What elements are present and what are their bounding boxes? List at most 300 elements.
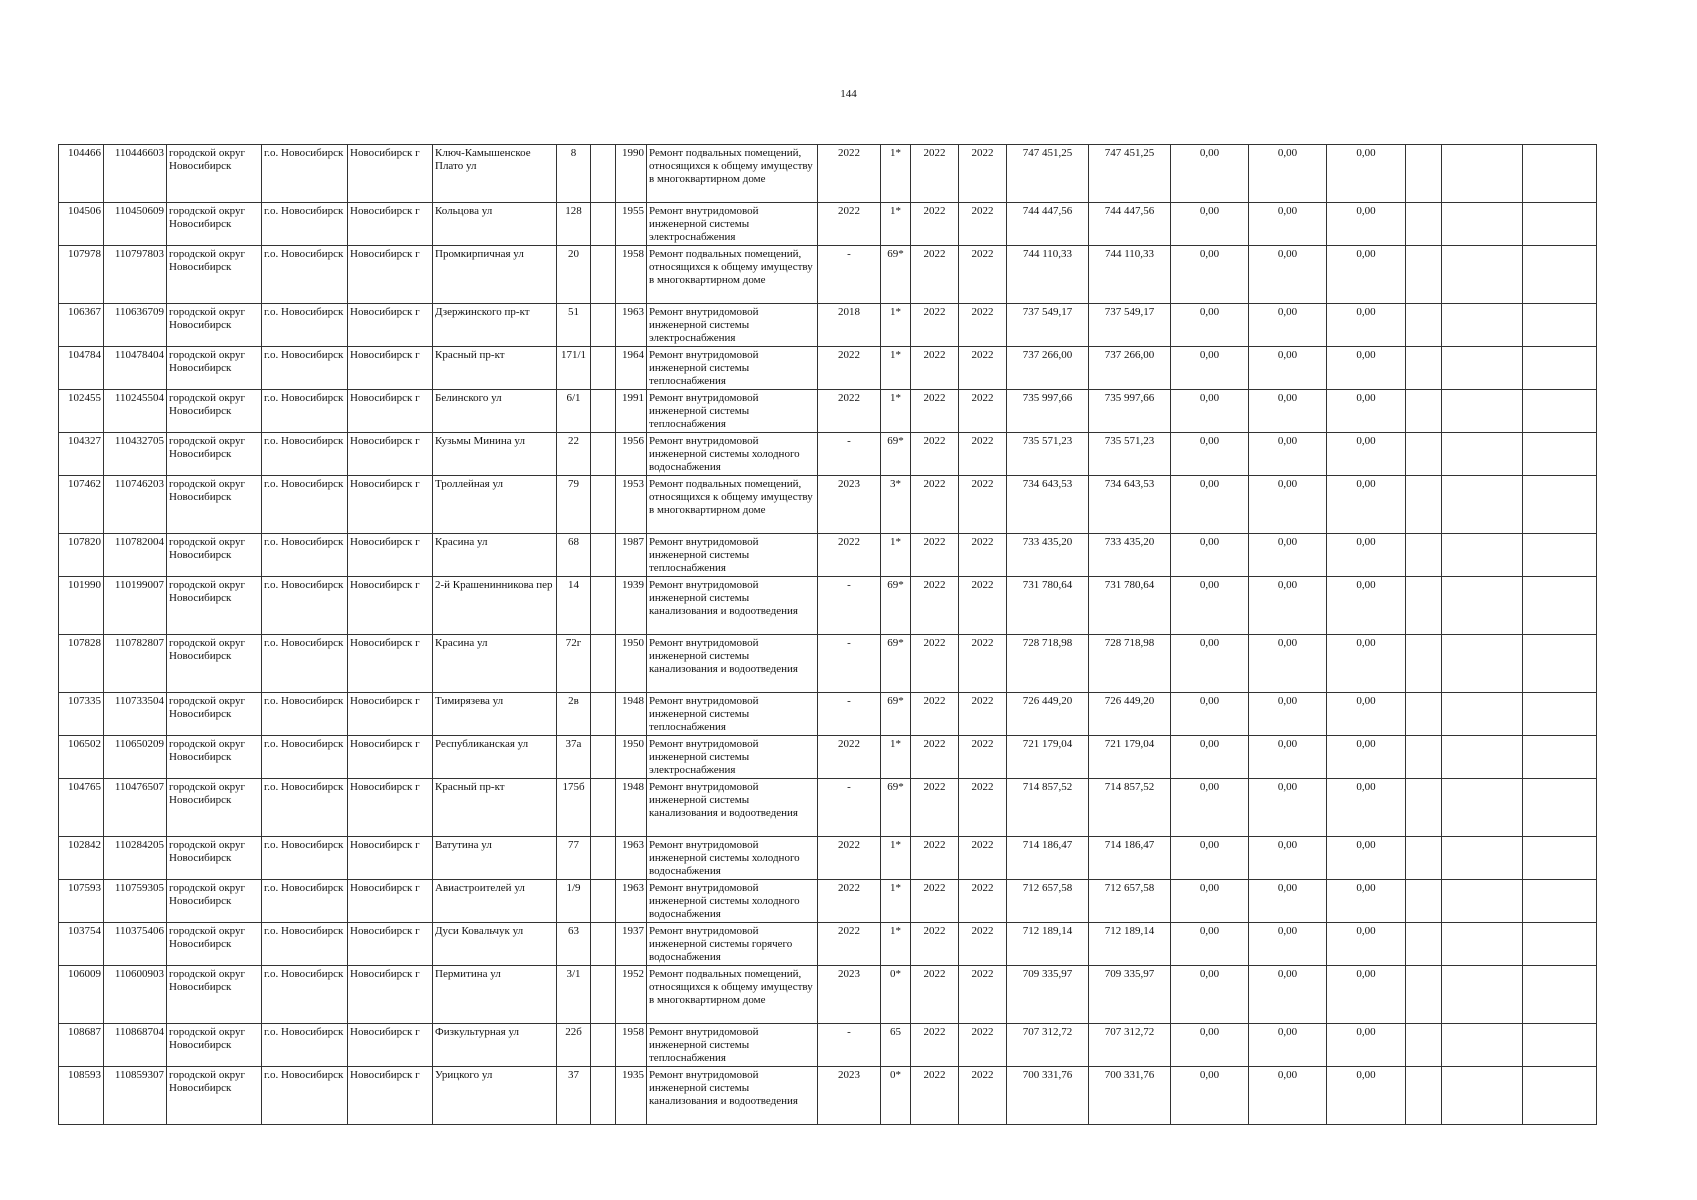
- cell-code: 110746203: [104, 476, 167, 534]
- cell-district: г.о. Новосибирск: [262, 1067, 348, 1125]
- cell-id: 104784: [59, 347, 104, 390]
- cell-cost-fund: 707 312,72: [1089, 1024, 1171, 1067]
- cell-work: Ремонт внутридомовой инженерной системы канализования и водоотведения: [647, 779, 818, 837]
- cell-id: 107462: [59, 476, 104, 534]
- cell-cost-fund: 714 186,47: [1089, 837, 1171, 880]
- cell-year-built: 1963: [616, 880, 647, 923]
- cell-street: Ключ-Камышенское Плато ул: [433, 145, 557, 203]
- cell-cost-b: 0,00: [1249, 246, 1327, 304]
- cell-criterion: 69*: [881, 779, 911, 837]
- cell-cost-a: 0,00: [1171, 577, 1249, 635]
- cell-extra-2: [1442, 966, 1523, 1024]
- cell-year-plan-end: 2022: [959, 923, 1007, 966]
- cell-locality: Новосибирск г: [348, 304, 433, 347]
- cell-district: г.о. Новосибирск: [262, 923, 348, 966]
- cell-id: 104506: [59, 203, 104, 246]
- cell-id: 104765: [59, 779, 104, 837]
- cell-year-plan-start: 2022: [911, 635, 959, 693]
- cell-district: г.о. Новосибирск: [262, 577, 348, 635]
- cell-house: 63: [557, 923, 591, 966]
- cell-code: 110600903: [104, 966, 167, 1024]
- cell-extra-2: [1442, 837, 1523, 880]
- cell-cost-b: 0,00: [1249, 476, 1327, 534]
- cell-municipality: городской округ Новосибирск: [167, 203, 262, 246]
- table-row: [59, 390, 1597, 433]
- cell-municipality: городской округ Новосибирск: [167, 1067, 262, 1125]
- cell-year-plan-start: 2022: [911, 1024, 959, 1067]
- cell-extra-1: [1406, 1024, 1442, 1067]
- cell-year-prev: 2023: [818, 966, 881, 1024]
- cell-extra-2: [1442, 246, 1523, 304]
- cell-street: Красный пр-кт: [433, 347, 557, 390]
- cell-id: 106009: [59, 966, 104, 1024]
- cell-house: 2в: [557, 693, 591, 736]
- cell-year-prev: -: [818, 635, 881, 693]
- cell-building: [591, 145, 616, 203]
- cell-work: Ремонт подвальных помещений, относящихся к общему имуществу в многоквартирном доме: [647, 246, 818, 304]
- cell-year-prev: -: [818, 246, 881, 304]
- cell-building: [591, 1067, 616, 1125]
- cell-cost-a: 0,00: [1171, 534, 1249, 577]
- cell-extra-2: [1442, 736, 1523, 779]
- cell-year-plan-end: 2022: [959, 476, 1007, 534]
- cell-year-plan-start: 2022: [911, 693, 959, 736]
- cell-code: 110733504: [104, 693, 167, 736]
- cell-year-built: 1958: [616, 1024, 647, 1067]
- cell-cost-b: 0,00: [1249, 736, 1327, 779]
- cell-id: 107978: [59, 246, 104, 304]
- cell-code: 110868704: [104, 1024, 167, 1067]
- cell-year-plan-start: 2022: [911, 577, 959, 635]
- cell-cost-total: 733 435,20: [1007, 534, 1089, 577]
- cell-year-prev: 2022: [818, 837, 881, 880]
- cell-id: 108593: [59, 1067, 104, 1125]
- cell-cost-b: 0,00: [1249, 880, 1327, 923]
- cell-cost-fund: 733 435,20: [1089, 534, 1171, 577]
- cell-code: 110450609: [104, 203, 167, 246]
- cell-street: Красина ул: [433, 534, 557, 577]
- cell-extra-2: [1442, 1067, 1523, 1125]
- repair-register-table: [58, 144, 1597, 1125]
- table-row: [59, 923, 1597, 966]
- cell-year-built: 1963: [616, 837, 647, 880]
- cell-cost-fund: 721 179,04: [1089, 736, 1171, 779]
- cell-work: Ремонт внутридомовой инженерной системы холодного водоснабжения: [647, 837, 818, 880]
- cell-cost-c: 0,00: [1327, 476, 1406, 534]
- table-row: [59, 534, 1597, 577]
- cell-year-plan-end: 2022: [959, 390, 1007, 433]
- cell-cost-fund: 735 571,23: [1089, 433, 1171, 476]
- cell-cost-b: 0,00: [1249, 837, 1327, 880]
- cell-year-prev: 2022: [818, 880, 881, 923]
- cell-year-plan-start: 2022: [911, 203, 959, 246]
- cell-code: 110759305: [104, 880, 167, 923]
- cell-cost-b: 0,00: [1249, 390, 1327, 433]
- cell-extra-1: [1406, 534, 1442, 577]
- cell-locality: Новосибирск г: [348, 1024, 433, 1067]
- table-row: [59, 693, 1597, 736]
- cell-extra-2: [1442, 880, 1523, 923]
- cell-cost-c: 0,00: [1327, 534, 1406, 577]
- cell-year-prev: -: [818, 577, 881, 635]
- cell-cost-total: 709 335,97: [1007, 966, 1089, 1024]
- cell-street: Тимирязева ул: [433, 693, 557, 736]
- cell-year-prev: -: [818, 693, 881, 736]
- table-row: [59, 203, 1597, 246]
- cell-cost-a: 0,00: [1171, 736, 1249, 779]
- cell-year-prev: 2022: [818, 923, 881, 966]
- cell-id: 102842: [59, 837, 104, 880]
- cell-criterion: 1*: [881, 923, 911, 966]
- cell-cost-total: 700 331,76: [1007, 1067, 1089, 1125]
- cell-municipality: городской округ Новосибирск: [167, 837, 262, 880]
- cell-extra-3: [1523, 1067, 1597, 1125]
- cell-id: 103754: [59, 923, 104, 966]
- cell-extra-2: [1442, 577, 1523, 635]
- cell-year-plan-end: 2022: [959, 433, 1007, 476]
- cell-year-prev: 2022: [818, 347, 881, 390]
- cell-district: г.о. Новосибирск: [262, 736, 348, 779]
- cell-criterion: 1*: [881, 390, 911, 433]
- cell-extra-2: [1442, 304, 1523, 347]
- cell-extra-3: [1523, 736, 1597, 779]
- table-row: [59, 577, 1597, 635]
- cell-street: Промкирпичная ул: [433, 246, 557, 304]
- cell-house: 22б: [557, 1024, 591, 1067]
- cell-year-plan-start: 2022: [911, 304, 959, 347]
- cell-cost-total: 721 179,04: [1007, 736, 1089, 779]
- cell-street: Дзержинского пр-кт: [433, 304, 557, 347]
- cell-year-plan-start: 2022: [911, 1067, 959, 1125]
- table-row: [59, 880, 1597, 923]
- cell-extra-1: [1406, 246, 1442, 304]
- cell-year-plan-end: 2022: [959, 837, 1007, 880]
- cell-house: 171/1: [557, 347, 591, 390]
- cell-id: 104327: [59, 433, 104, 476]
- cell-building: [591, 635, 616, 693]
- cell-locality: Новосибирск г: [348, 966, 433, 1024]
- cell-code: 110446603: [104, 145, 167, 203]
- cell-year-plan-end: 2022: [959, 347, 1007, 390]
- cell-district: г.о. Новосибирск: [262, 347, 348, 390]
- cell-district: г.о. Новосибирск: [262, 693, 348, 736]
- cell-extra-3: [1523, 145, 1597, 203]
- cell-work: Ремонт внутридомовой инженерной системы теплоснабжения: [647, 693, 818, 736]
- table-row: [59, 304, 1597, 347]
- table-row: [59, 246, 1597, 304]
- cell-work: Ремонт подвальных помещений, относящихся к общему имуществу в многоквартирном доме: [647, 476, 818, 534]
- cell-criterion: 69*: [881, 693, 911, 736]
- cell-house: 20: [557, 246, 591, 304]
- cell-cost-a: 0,00: [1171, 390, 1249, 433]
- cell-year-built: 1935: [616, 1067, 647, 1125]
- cell-year-plan-end: 2022: [959, 736, 1007, 779]
- cell-cost-total: 734 643,53: [1007, 476, 1089, 534]
- cell-cost-fund: 747 451,25: [1089, 145, 1171, 203]
- cell-criterion: 1*: [881, 347, 911, 390]
- cell-district: г.о. Новосибирск: [262, 635, 348, 693]
- cell-extra-2: [1442, 693, 1523, 736]
- cell-house: 51: [557, 304, 591, 347]
- cell-extra-3: [1523, 534, 1597, 577]
- cell-house: 22: [557, 433, 591, 476]
- cell-cost-fund: 744 447,56: [1089, 203, 1171, 246]
- cell-extra-3: [1523, 1024, 1597, 1067]
- cell-cost-fund: 712 657,58: [1089, 880, 1171, 923]
- cell-criterion: 69*: [881, 246, 911, 304]
- cell-cost-total: 737 266,00: [1007, 347, 1089, 390]
- cell-work: Ремонт внутридомовой инженерной системы электроснабжения: [647, 304, 818, 347]
- cell-criterion: 0*: [881, 966, 911, 1024]
- cell-cost-c: 0,00: [1327, 145, 1406, 203]
- cell-building: [591, 476, 616, 534]
- cell-extra-1: [1406, 736, 1442, 779]
- cell-id: 107828: [59, 635, 104, 693]
- cell-cost-a: 0,00: [1171, 347, 1249, 390]
- cell-id: 106367: [59, 304, 104, 347]
- cell-locality: Новосибирск г: [348, 736, 433, 779]
- cell-criterion: 1*: [881, 203, 911, 246]
- cell-extra-1: [1406, 923, 1442, 966]
- cell-cost-total: 726 449,20: [1007, 693, 1089, 736]
- cell-cost-fund: 714 857,52: [1089, 779, 1171, 837]
- cell-extra-3: [1523, 246, 1597, 304]
- cell-year-plan-end: 2022: [959, 145, 1007, 203]
- cell-cost-c: 0,00: [1327, 635, 1406, 693]
- cell-work: Ремонт внутридомовой инженерной системы холодного водоснабжения: [647, 880, 818, 923]
- cell-building: [591, 304, 616, 347]
- cell-code: 110797803: [104, 246, 167, 304]
- cell-code: 110859307: [104, 1067, 167, 1125]
- cell-year-plan-end: 2022: [959, 304, 1007, 347]
- cell-criterion: 1*: [881, 880, 911, 923]
- cell-locality: Новосибирск г: [348, 880, 433, 923]
- cell-year-built: 1963: [616, 304, 647, 347]
- cell-extra-3: [1523, 923, 1597, 966]
- cell-extra-2: [1442, 390, 1523, 433]
- cell-cost-a: 0,00: [1171, 145, 1249, 203]
- table-row: [59, 476, 1597, 534]
- cell-district: г.о. Новосибирск: [262, 534, 348, 577]
- table-row: [59, 837, 1597, 880]
- cell-street: Республиканская ул: [433, 736, 557, 779]
- cell-municipality: городской округ Новосибирск: [167, 923, 262, 966]
- cell-year-built: 1948: [616, 779, 647, 837]
- cell-cost-c: 0,00: [1327, 779, 1406, 837]
- cell-street: Физкультурная ул: [433, 1024, 557, 1067]
- cell-year-plan-end: 2022: [959, 1067, 1007, 1125]
- cell-extra-1: [1406, 1067, 1442, 1125]
- cell-district: г.о. Новосибирск: [262, 966, 348, 1024]
- cell-year-built: 1955: [616, 203, 647, 246]
- cell-work: Ремонт внутридомовой инженерной системы канализования и водоотведения: [647, 577, 818, 635]
- cell-cost-b: 0,00: [1249, 966, 1327, 1024]
- cell-extra-1: [1406, 966, 1442, 1024]
- cell-house: 175б: [557, 779, 591, 837]
- cell-municipality: городской округ Новосибирск: [167, 347, 262, 390]
- cell-year-prev: 2023: [818, 476, 881, 534]
- cell-work: Ремонт внутридомовой инженерной системы теплоснабжения: [647, 390, 818, 433]
- cell-cost-total: 744 110,33: [1007, 246, 1089, 304]
- cell-locality: Новосибирск г: [348, 145, 433, 203]
- cell-extra-3: [1523, 635, 1597, 693]
- cell-work: Ремонт внутридомовой инженерной системы канализования и водоотведения: [647, 635, 818, 693]
- cell-code: 110782004: [104, 534, 167, 577]
- cell-cost-a: 0,00: [1171, 635, 1249, 693]
- cell-cost-fund: 712 189,14: [1089, 923, 1171, 966]
- cell-id: 102455: [59, 390, 104, 433]
- cell-cost-a: 0,00: [1171, 966, 1249, 1024]
- cell-work: Ремонт внутридомовой инженерной системы холодного водоснабжения: [647, 433, 818, 476]
- cell-district: г.о. Новосибирск: [262, 779, 348, 837]
- cell-code: 110650209: [104, 736, 167, 779]
- cell-cost-c: 0,00: [1327, 390, 1406, 433]
- cell-cost-a: 0,00: [1171, 246, 1249, 304]
- cell-cost-fund: 735 997,66: [1089, 390, 1171, 433]
- cell-cost-b: 0,00: [1249, 1067, 1327, 1125]
- cell-year-prev: 2022: [818, 145, 881, 203]
- cell-cost-c: 0,00: [1327, 577, 1406, 635]
- cell-locality: Новосибирск г: [348, 433, 433, 476]
- cell-criterion: 1*: [881, 145, 911, 203]
- cell-year-built: 1937: [616, 923, 647, 966]
- cell-criterion: 1*: [881, 304, 911, 347]
- cell-street: Троллейная ул: [433, 476, 557, 534]
- cell-cost-c: 0,00: [1327, 880, 1406, 923]
- cell-municipality: городской округ Новосибирск: [167, 1024, 262, 1067]
- cell-house: 6/1: [557, 390, 591, 433]
- cell-criterion: 1*: [881, 534, 911, 577]
- cell-building: [591, 880, 616, 923]
- cell-building: [591, 736, 616, 779]
- cell-house: 37а: [557, 736, 591, 779]
- cell-extra-2: [1442, 923, 1523, 966]
- cell-year-prev: -: [818, 1024, 881, 1067]
- cell-extra-3: [1523, 203, 1597, 246]
- cell-building: [591, 433, 616, 476]
- cell-building: [591, 203, 616, 246]
- cell-house: 79: [557, 476, 591, 534]
- cell-locality: Новосибирск г: [348, 476, 433, 534]
- cell-work: Ремонт внутридомовой инженерной системы теплоснабжения: [647, 534, 818, 577]
- cell-cost-c: 0,00: [1327, 693, 1406, 736]
- cell-municipality: городской округ Новосибирск: [167, 390, 262, 433]
- cell-year-plan-end: 2022: [959, 534, 1007, 577]
- cell-extra-3: [1523, 880, 1597, 923]
- cell-cost-total: 707 312,72: [1007, 1024, 1089, 1067]
- cell-extra-1: [1406, 390, 1442, 433]
- cell-year-plan-end: 2022: [959, 966, 1007, 1024]
- cell-cost-a: 0,00: [1171, 837, 1249, 880]
- cell-extra-1: [1406, 693, 1442, 736]
- cell-cost-c: 0,00: [1327, 966, 1406, 1024]
- cell-extra-1: [1406, 880, 1442, 923]
- cell-year-plan-end: 2022: [959, 246, 1007, 304]
- cell-district: г.о. Новосибирск: [262, 145, 348, 203]
- cell-extra-1: [1406, 837, 1442, 880]
- cell-code: 110375406: [104, 923, 167, 966]
- cell-year-plan-start: 2022: [911, 390, 959, 433]
- cell-locality: Новосибирск г: [348, 534, 433, 577]
- cell-cost-a: 0,00: [1171, 779, 1249, 837]
- cell-house: 68: [557, 534, 591, 577]
- cell-code: 110199007: [104, 577, 167, 635]
- cell-cost-a: 0,00: [1171, 1067, 1249, 1125]
- cell-locality: Новосибирск г: [348, 246, 433, 304]
- cell-extra-2: [1442, 433, 1523, 476]
- cell-cost-a: 0,00: [1171, 304, 1249, 347]
- cell-criterion: 1*: [881, 736, 911, 779]
- cell-house: 14: [557, 577, 591, 635]
- cell-cost-b: 0,00: [1249, 1024, 1327, 1067]
- cell-cost-b: 0,00: [1249, 304, 1327, 347]
- cell-cost-total: 737 549,17: [1007, 304, 1089, 347]
- cell-locality: Новосибирск г: [348, 347, 433, 390]
- cell-cost-fund: 737 549,17: [1089, 304, 1171, 347]
- table-row: [59, 966, 1597, 1024]
- cell-extra-1: [1406, 433, 1442, 476]
- cell-year-plan-end: 2022: [959, 577, 1007, 635]
- cell-building: [591, 693, 616, 736]
- table-row: [59, 1024, 1597, 1067]
- cell-street: Ватутина ул: [433, 837, 557, 880]
- cell-code: 110245504: [104, 390, 167, 433]
- cell-locality: Новосибирск г: [348, 923, 433, 966]
- cell-district: г.о. Новосибирск: [262, 433, 348, 476]
- cell-street: Авиастроителей ул: [433, 880, 557, 923]
- cell-year-prev: 2022: [818, 203, 881, 246]
- cell-work: Ремонт внутридомовой инженерной системы электроснабжения: [647, 203, 818, 246]
- cell-district: г.о. Новосибирск: [262, 837, 348, 880]
- cell-building: [591, 577, 616, 635]
- cell-cost-fund: 734 643,53: [1089, 476, 1171, 534]
- cell-street: 2-й Крашенинникова пер: [433, 577, 557, 635]
- cell-work: Ремонт внутридомовой инженерной системы электроснабжения: [647, 736, 818, 779]
- cell-cost-b: 0,00: [1249, 577, 1327, 635]
- cell-house: 37: [557, 1067, 591, 1125]
- cell-cost-fund: 728 718,98: [1089, 635, 1171, 693]
- cell-cost-a: 0,00: [1171, 880, 1249, 923]
- cell-year-prev: 2022: [818, 736, 881, 779]
- cell-extra-2: [1442, 779, 1523, 837]
- cell-district: г.о. Новосибирск: [262, 390, 348, 433]
- cell-year-prev: 2022: [818, 390, 881, 433]
- table-row: [59, 779, 1597, 837]
- cell-criterion: 69*: [881, 433, 911, 476]
- cell-criterion: 69*: [881, 635, 911, 693]
- cell-id: 108687: [59, 1024, 104, 1067]
- cell-house: 1/9: [557, 880, 591, 923]
- cell-house: 72г: [557, 635, 591, 693]
- cell-code: 110476507: [104, 779, 167, 837]
- cell-year-plan-end: 2022: [959, 880, 1007, 923]
- cell-extra-1: [1406, 779, 1442, 837]
- cell-id: 104466: [59, 145, 104, 203]
- cell-cost-fund: 700 331,76: [1089, 1067, 1171, 1125]
- cell-cost-total: 744 447,56: [1007, 203, 1089, 246]
- cell-cost-fund: 744 110,33: [1089, 246, 1171, 304]
- cell-cost-a: 0,00: [1171, 476, 1249, 534]
- cell-cost-c: 0,00: [1327, 246, 1406, 304]
- cell-locality: Новосибирск г: [348, 577, 433, 635]
- cell-cost-a: 0,00: [1171, 923, 1249, 966]
- cell-code: 110284205: [104, 837, 167, 880]
- cell-year-built: 1956: [616, 433, 647, 476]
- cell-year-built: 1953: [616, 476, 647, 534]
- cell-municipality: городской округ Новосибирск: [167, 433, 262, 476]
- cell-year-plan-start: 2022: [911, 880, 959, 923]
- cell-extra-1: [1406, 635, 1442, 693]
